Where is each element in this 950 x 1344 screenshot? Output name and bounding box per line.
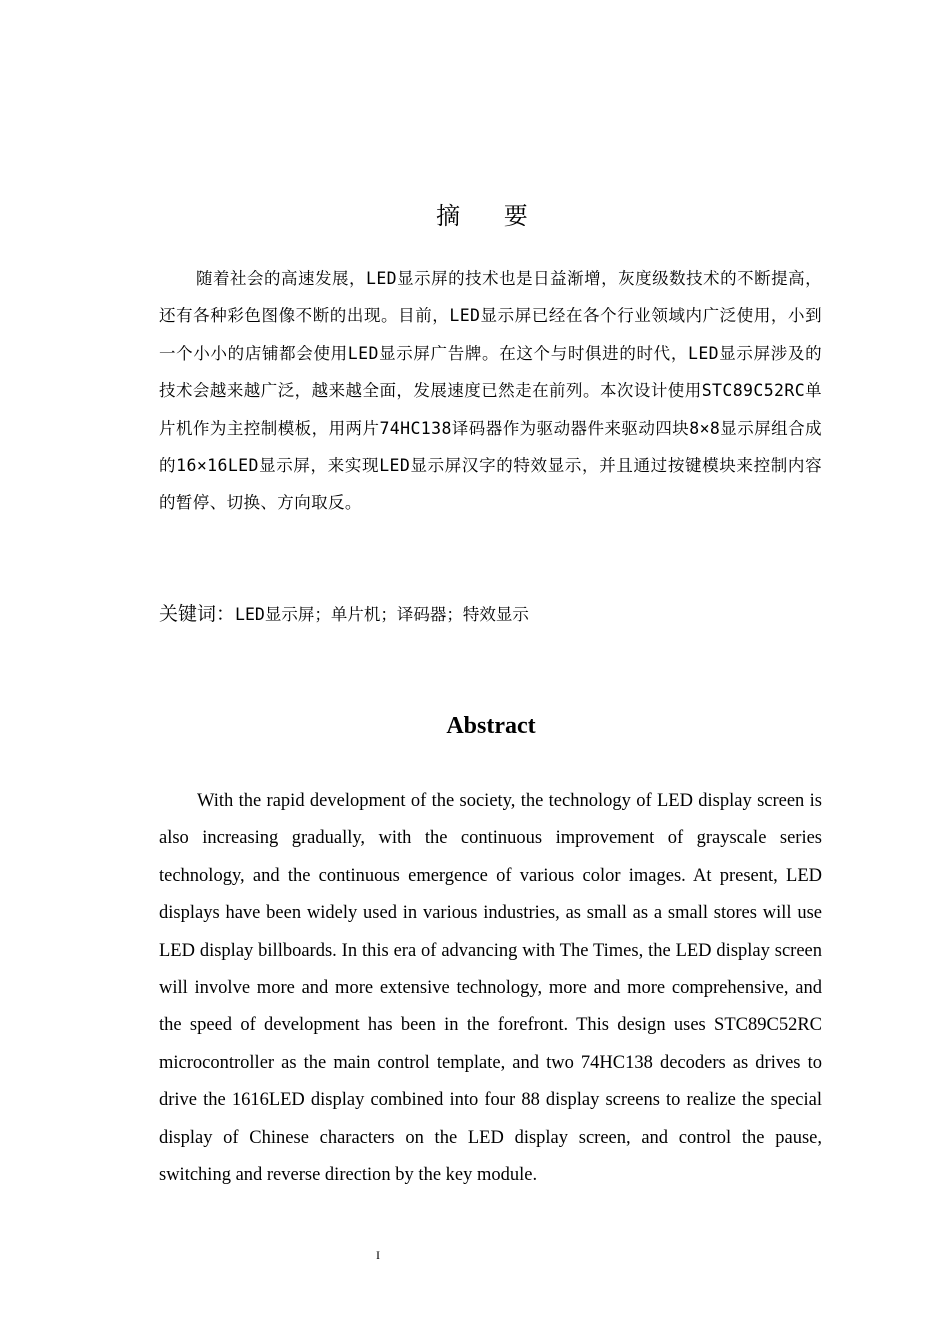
chinese-keywords (159, 597, 822, 632)
english-abstract-title: Abstract (446, 713, 536, 739)
keywords-label: 关键词： (159, 603, 236, 625)
chinese-abstract-body: 随着社会的高速发展，LED显示屏的技术也是日益渐增，灰度级数技术的不断提高，还有各种彩色图像不断的出现。目前，LED显示屏已经在各个行业领域内广泛使用，小到一个小小的店铺都会使用LED显示屏广告牌。在这个与时俱进的时代，LED显示屏涉及的技术会越来越广泛，越来越全面，发展速度已然走在前列。本次设计使用STC89C52RC单片机作为主控制模板，用两片74HC138译码器作为驱动器件来驱动四块8×8显示屏组合成的16×16LED显示屏，来实现LED显示屏汉字的特效显示，并且通过按键模块来控制内容的暂停、切换、方向取反。 (159, 269, 822, 513)
english-abstract-body: With the rapid development of the society, the technology of LED display screen is also increasing gradually, with the continuous improvement of grayscale series technology, and the continuous emergence of various color images. At present, LED displays have been widely used in various industries, as small as a small stores will use LED display billboards. In this era of advancing with The Times, the LED display screen will involve more and more extensive technology, more and more comprehensive, and the speed of development has been in the forefront. This design uses STC89C52RC microcontroller as the main control template, and two 74HC138 decoders as drives to drive the 1616LED display combined into four 88 display screens to realize the special display of Chinese characters on the LED display screen, and control the pause, switching and reverse direction by the key module. (159, 791, 822, 1186)
keywords-list: LED显示屏；单片机；译码器；特效显示 (235, 605, 529, 624)
page-number: I (376, 1248, 380, 1262)
chinese-abstract-title: 摘 要 (436, 202, 546, 230)
